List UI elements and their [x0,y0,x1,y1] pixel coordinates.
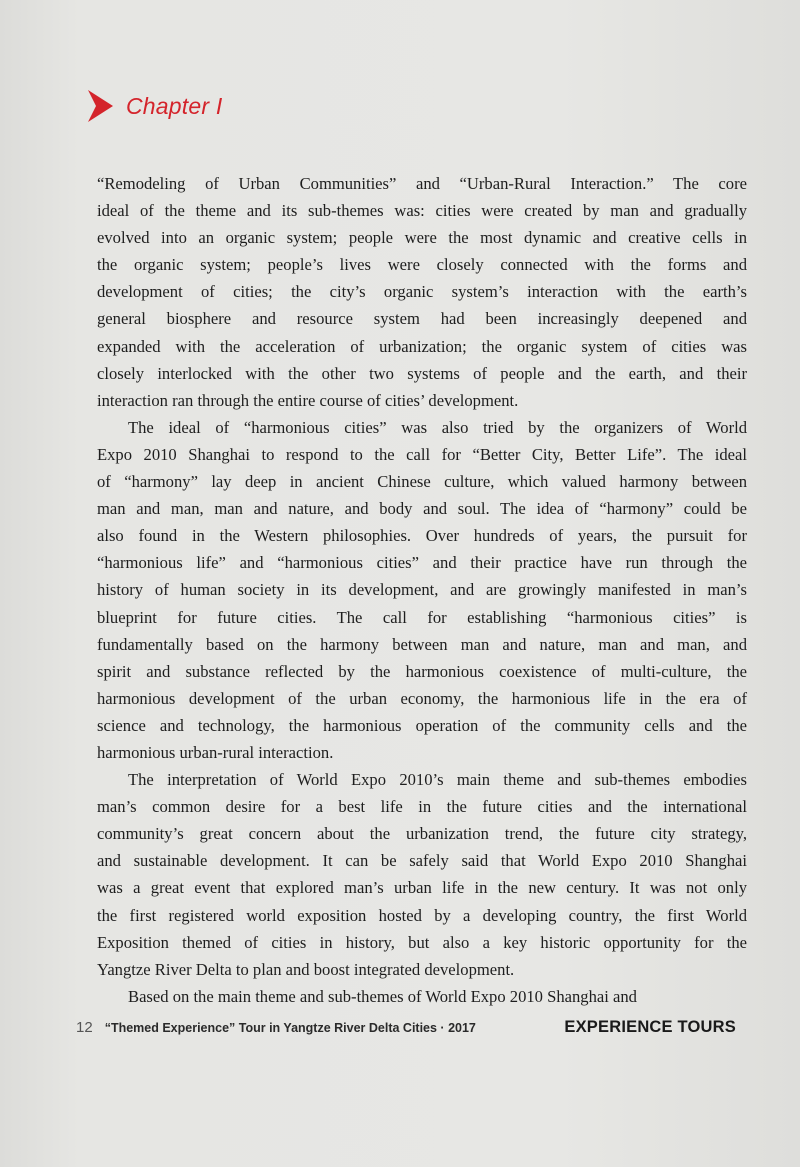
text-line: The interpretation of World Expo 2010’s main theme and sub-themes embodies [128,770,747,790]
red-chevron-icon [84,87,116,125]
brand-label: EXPERIENCE TOURS [564,1018,736,1036]
paragraph [97,414,747,766]
text-line: The ideal of “harmonious cities” was also tried by the organizers of World [128,417,747,437]
text-line: development of cities; the city’s organic system’s interaction with the earth’s [97,282,747,302]
paragraph [97,983,747,1010]
text-line: closely interlocked with the other two systems of people and the earth, and their [97,363,747,383]
text-line: man’s common desire for a best life in the future cities and the international [97,797,747,817]
text-line: and sustainable development. It can be safely said that World Expo 2010 Shanghai [97,851,747,871]
text-line: Based on the main theme and sub-themes of World Expo 2010 Shanghai and [128,986,637,1006]
text-line: blueprint for future cities. The call for establishing “harmonious cities” is [97,607,747,627]
page-footer [76,1018,736,1042]
text-line: Exposition themed of cities in history, but also a key historic opportunity for the [97,932,747,952]
text-line: spirit and substance reflected by the harmonious coexistence of multi-culture, the [97,661,747,681]
text-line: man and man, man and nature, and body and soul. The idea of “harmony” could be [97,499,747,519]
text-line: “Remodeling of Urban Communities” and “Urban-Rural Interaction.” The core [97,174,747,193]
chapter-title: Chapter I [126,92,223,119]
body-text [97,170,747,1010]
text-line: harmonious development of the urban economy, the harmonious life in the era of [97,688,747,708]
text-line: of “harmony” lay deep in ancient Chinese culture, which valued harmony between [97,472,747,492]
text-line: Yangtze River Delta to plan and boost integrated development. [97,959,515,979]
text-line: fundamentally based on the harmony between man and nature, man and man, and [97,634,747,654]
text-line: harmonious urban-rural interaction. [97,742,334,762]
text-line: general biosphere and resource system had been increasingly deepened and [97,309,747,329]
text-line: evolved into an organic system; people were the most dynamic and creative cells in [97,228,747,248]
text-line: community’s great concern about the urbanization trend, the future city strategy, [97,824,747,844]
text-line: was a great event that explored man’s urban life in the new century. It was not only [97,878,747,898]
text-line: the first registered world exposition hosted by a developing country, the first World [97,905,747,925]
paragraph [97,170,747,414]
paragraph [97,766,747,983]
text-line: ideal of the theme and its sub-themes was: cities were created by man and gradually [97,201,747,221]
text-line: expanded with the acceleration of urbanization; the organic system of cities was [97,336,747,356]
running-title: “Themed Experience” Tour in Yangtze River Delta Cities · 2017 [104,1021,476,1035]
text-line: history of human society in its development, and are growingly manifested in man’s [97,580,747,600]
text-line: “harmonious life” and “harmonious cities” and their practice have run through the [97,553,747,573]
text-line: the organic system; people’s lives were closely connected with the forms and [97,255,747,275]
text-line: science and technology, the harmonious operation of the community cells and the [97,715,747,735]
text-line: interaction ran through the entire course of cities’ development. [97,390,519,410]
chapter-header [84,86,222,126]
text-line: Expo 2010 Shanghai to respond to the call for “Better City, Better Life”. The ideal [97,444,747,464]
text-line: also found in the Western philosophies. Over hundreds of years, the pursuit for [97,526,747,546]
page-number: 12 [76,1019,93,1036]
